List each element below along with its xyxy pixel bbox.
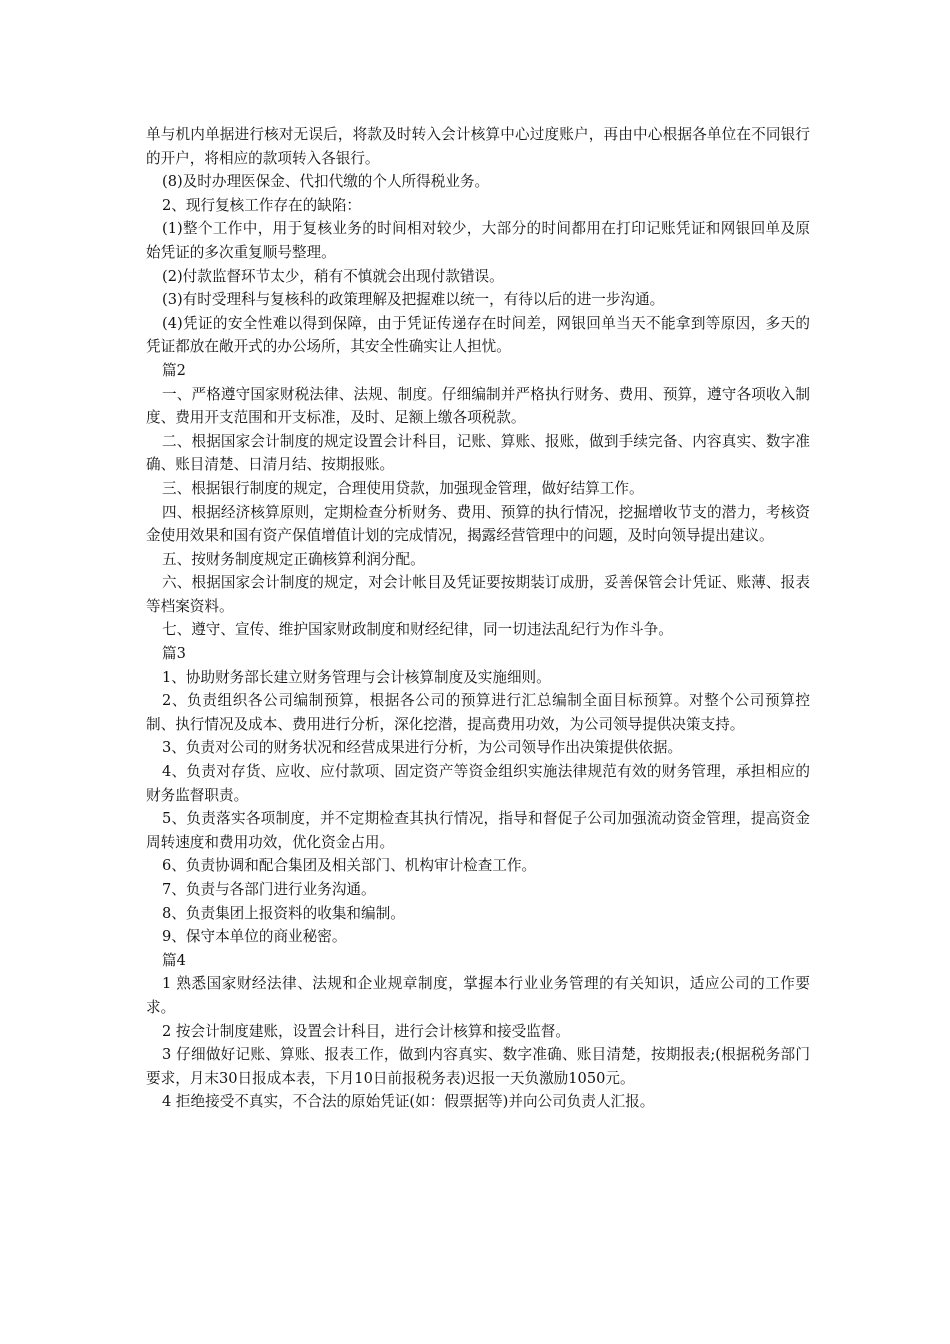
paragraph: 六、根据国家会计制度的规定，对会计帐目及凭证要按期装订成册，妥善保管会计凭证、账薄、报表等档案资料。 bbox=[146, 574, 810, 615]
paragraph: 4 拒绝接受不真实，不合法的原始凭证(如：假票据等)并向公司负责人汇报。 bbox=[162, 1093, 655, 1111]
paragraph: 1 熟悉国家财经法律、法规和企业规章制度，掌握本行业业务管理的有关知识，适应公司的工作要求。 bbox=[146, 975, 810, 1016]
paragraph: (3)有时受理科与复核科的政策理解及把握难以统一，有待以后的进一步沟通。 bbox=[162, 291, 665, 309]
paragraph: 3、负责对公司的财务状况和经营成果进行分析，为公司领导作出决策提供依据。 bbox=[162, 739, 683, 757]
paragraph: 7、负责与各部门进行业务沟通。 bbox=[162, 881, 376, 898]
paragraph: (8)及时办理医保金、代扣代缴的个人所得税业务。 bbox=[162, 173, 490, 191]
paragraph: (1)整个工作中，用于复核业务的时间相对较少，大部分的时间都用在打印记账凭证和网银回单及原始凭证的多次重复顺号整理。 bbox=[146, 220, 810, 261]
paragraph: (2)付款监督环节太少，稍有不慎就会出现付款错误。 bbox=[162, 267, 504, 285]
paragraph: 5、负责落实各项制度，并不定期检查其执行情况，指导和督促子公司加强流动资金管理，提高资金周转速度和费用功效，优化资金占用。 bbox=[146, 810, 810, 851]
paragraph: 篇3 bbox=[162, 645, 186, 663]
paragraph: 2、负责组织各公司编制预算，根据各公司的预算进行汇总编制全面目标预算。对整个公司预算控制、执行情况及成本、费用进行分析，深化挖潜，提高费用功效，为公司领导提供决策支持。 bbox=[146, 692, 810, 733]
paragraph: 4、负责对存货、应收、应付款项、固定资产等资金组织实施法律规范有效的财务管理，承担相应的财务监督职责。 bbox=[146, 763, 810, 804]
paragraph: 2、现行复核工作存在的缺陷： bbox=[162, 196, 362, 214]
paragraph: 五、按财务制度规定正确核算利润分配。 bbox=[162, 550, 425, 568]
document-body bbox=[146, 123, 810, 1114]
paragraph: 单与机内单据进行核对无误后，将款及时转入会计核算中心过度账户，再由中心根据各单位在不同银行的开户，将相应的款项转入各银行。 bbox=[146, 126, 810, 167]
paragraph: 二、根据国家会计制度的规定设置会计科目，记账、算账、报账，做到手续完备、内容真实、数字准确、账目清楚、日清月结、按期报账。 bbox=[146, 432, 810, 474]
paragraph: 8、负责集团上报资料的收集和编制。 bbox=[162, 904, 405, 922]
paragraph: 6、负责协调和配合集团及相关部门、机构审计检查工作。 bbox=[162, 857, 537, 875]
paragraph: 四、根据经济核算原则，定期检查分析财务、费用、预算的执行情况，挖掘增收节支的潜力，考核资金使用效果和国有资产保值增值计划的完成情况，揭露经营管理中的问题，及时向领导提出建议。 bbox=[146, 503, 810, 545]
paragraph: (4)凭证的安全性难以得到保障，由于凭证传递存在时间差，网银回单当天不能拿到等原因，多天的凭证都放在敞开式的办公场所，其安全性确实让人担忧。 bbox=[146, 314, 810, 356]
paragraph: 一、严格遵守国家财税法律、法规、制度。仔细编制并严格执行财务、费用、预算，遵守各项收入制度、费用开支范围和开支标准，及时、足额上缴各项税款。 bbox=[146, 385, 810, 427]
paragraph: 三、根据银行制度的规定，合理使用贷款，加强现金管理，做好结算工作。 bbox=[162, 479, 644, 497]
paragraph: 篇2 bbox=[162, 361, 186, 379]
paragraph: 3 仔细做好记账、算账、报表工作，做到内容真实、数字准确、账目清楚，按期报表;(根据税务部门要求，月末30日报成本表，下月10日前报税务表)迟报一天负激励1050元。 bbox=[146, 1046, 810, 1087]
paragraph: 9、保守本单位的商业秘密。 bbox=[162, 928, 347, 946]
paragraph: 七、遵守、宣传、维护国家财政制度和财经纪律，同一切违法乱纪行为作斗争。 bbox=[162, 621, 673, 639]
paragraph: 1、协助财务部长建立财务管理与会计核算制度及实施细则。 bbox=[162, 668, 551, 686]
paragraph: 篇4 bbox=[162, 951, 186, 969]
paragraph: 2 按会计制度建账，设置会计科目，进行会计核算和接受监督。 bbox=[162, 1022, 570, 1040]
